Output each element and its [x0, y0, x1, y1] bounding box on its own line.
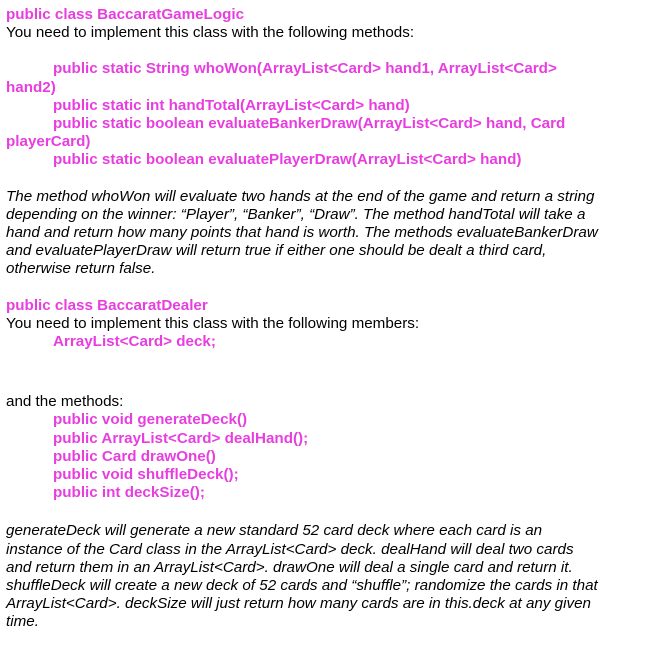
method-signature-cont: hand2): [6, 78, 56, 96]
method-signature: public static int handTotal(ArrayList<Card> hand): [53, 96, 410, 114]
section1-description: [6, 188, 651, 279]
description-line: hand and return how many points that hand is worth. The methods evaluateBankerDraw: [6, 224, 598, 242]
spacer: [6, 170, 651, 188]
description-line: ArrayList<Card>. deckSize will just return how many cards are in this.deck at any given: [6, 595, 591, 613]
spacer: [6, 502, 651, 522]
section2-intro: You need to implement this class with the following members:: [6, 314, 420, 332]
method-signature-cont: playerCard): [6, 133, 91, 151]
member-declaration: ArrayList<Card> deck;: [53, 333, 216, 351]
method-signature: public Card drawOne(): [53, 447, 216, 465]
section1-intro: You need to implement this class with the following methods:: [6, 24, 415, 42]
method-signature: public void shuffleDeck();: [53, 466, 239, 484]
spacer: [6, 351, 651, 393]
description-line: and evaluatePlayerDraw will return true if either one should be dealt a third card,: [6, 242, 547, 260]
description-line: The method whoWon will evaluate two hands at the end of the game and return a string: [6, 187, 595, 205]
description-line: instance of the Card class in the ArrayList<Card> deck. dealHand will deal two cards: [6, 540, 574, 558]
description-line: generateDeck will generate a new standard 52 card deck where each card is an: [6, 522, 543, 540]
class-title-dealer: public class BaccaratDealer: [6, 296, 208, 314]
method-signature: public static boolean evaluateBankerDraw(ArrayList<Card> hand, Card: [53, 115, 566, 133]
description-line: shuffleDeck will create a new deck of 52 cards and “shuffle”; randomize the cards in that: [6, 577, 598, 595]
description-line: otherwise return false.: [6, 260, 156, 278]
class-title-game-logic: public class BaccaratGameLogic: [6, 6, 245, 23]
description-line: time.: [6, 613, 39, 631]
method-signature: public static String whoWon(ArrayList<Card> hand1, ArrayList<Card>: [53, 60, 557, 78]
method-signature: public ArrayList<Card> dealHand();: [53, 429, 309, 447]
method-signature: public static boolean evaluatePlayerDraw(ArrayList<Card> hand): [53, 151, 522, 169]
section2-description: [6, 522, 651, 631]
spacer: [6, 42, 651, 60]
description-line: and return them in an ArrayList<Card>. drawOne will deal a single card and return it.: [6, 558, 573, 576]
methods-intro: and the methods:: [6, 393, 124, 411]
description-line: depending on the winner: “Player”, “Banker”, “Draw”. The method handTotal will take a: [6, 205, 586, 223]
method-signature: public void generateDeck(): [53, 411, 248, 429]
method-signature: public int deckSize();: [53, 484, 205, 502]
spacer: [6, 279, 651, 297]
